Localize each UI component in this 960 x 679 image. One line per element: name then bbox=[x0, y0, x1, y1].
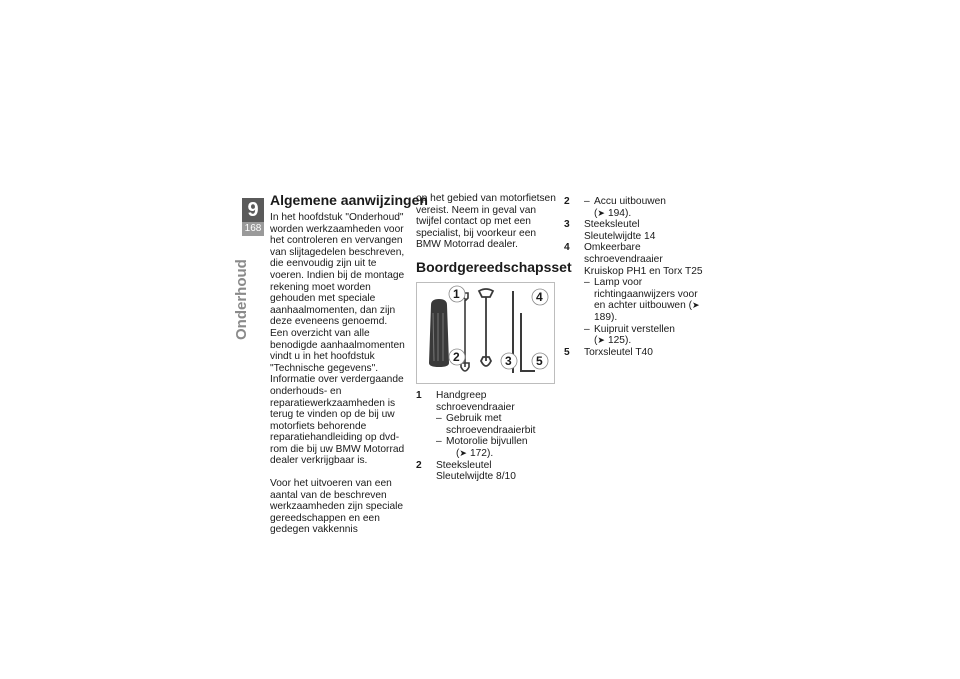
column-1 bbox=[270, 192, 428, 536]
page-reference-icon: ➤ bbox=[692, 300, 700, 311]
toolkit-illustration bbox=[417, 283, 554, 383]
page-reference-125[interactable]: 125). bbox=[607, 335, 632, 347]
column-2 bbox=[416, 193, 572, 483]
page-reference-172[interactable]: 172). bbox=[469, 447, 494, 459]
section-heading-general: Algemene aanwijzingen bbox=[270, 192, 428, 208]
page-reference-194[interactable]: 194). bbox=[607, 207, 632, 219]
section-heading-toolkit: Boordgereedschapsset bbox=[416, 258, 572, 275]
tool-item-1-use-1: – Gebruik met schroevendraaierbit bbox=[436, 413, 536, 436]
callout-3: 3 bbox=[505, 353, 512, 368]
callout-2: 2 bbox=[453, 349, 460, 364]
general-paragraph-2: Voor het uitvoeren van een aantal van de beschreven werkzaamheden zijn speciale gereedschappen en een gedegen vakkennis bbox=[270, 478, 404, 536]
callout-5: 5 bbox=[536, 353, 543, 368]
screwdriver-handle-drawing bbox=[429, 299, 449, 367]
page-reference-icon: ➤ bbox=[459, 447, 467, 458]
page-reference-189[interactable]: 189). bbox=[594, 311, 618, 323]
tool-item-3: 3 Steeksleutel Sleutelwijdte 14 bbox=[564, 219, 656, 242]
chapter-title: Onderhoud bbox=[233, 259, 250, 340]
tool-item-1: 1 Handgreep schroevendraaier bbox=[416, 389, 515, 413]
tool-item-4-use-2: – Kuipruit verstellen (➤ 125). bbox=[584, 323, 675, 347]
toolkit-figure bbox=[416, 282, 555, 384]
chapter-number: 9 bbox=[242, 198, 264, 222]
column-3 bbox=[564, 196, 704, 358]
tool-item-5: 5 Torxsleutel T40 bbox=[564, 346, 653, 358]
callout-1: 1 bbox=[453, 286, 460, 301]
tool-item-1-use-2: – Motorolie bijvullen (➤ 172). bbox=[436, 436, 528, 459]
page-number: 168 bbox=[242, 222, 264, 236]
wrench-14-drawing bbox=[479, 289, 493, 366]
callout-4: 4 bbox=[536, 289, 543, 304]
tool-item-2-continued: 2 – Accu uitbouwen (➤ 194). bbox=[564, 196, 666, 219]
general-paragraph-3: op het gebied van motorfietsen vereist. Neem in geval van twijfel contact op met een specialist, bij voorkeur een BMW Motorrad dealer. bbox=[416, 193, 556, 251]
general-paragraph-1: In het hoofdstuk "Onderhoud" worden werkzaamheden voor het controleren en vervangen van slijtagedelen beschreven, die eenvoudig zijn uit te voeren. Indien bij de montage rekening moet worden gehouden met speciale aanhaalmomenten, dan zijn deze eveneens genoemd. Een overzicht van alle benodigde aanhaalmomenten vindt u in het hoofdstuk "Technische gegevens". Informatie over verdergaande onderhouds- en reparatiewerkzaamheden is terug te vinden op de bij uw motorfiets behorende reparatiehandleiding op dvd-rom die bij uw BMW Motorrad dealer verkrijgbaar is. bbox=[270, 212, 405, 467]
tool-item-2: 2 Steeksleutel Sleutelwijdte 8/10 bbox=[416, 459, 516, 483]
tool-item-4-use-1: – Lamp voor richtingaanwijzers voor en achter uitbouwen (➤189). bbox=[584, 277, 700, 323]
tool-item-4: 4 Omkeerbare schroevendraaier Kruiskop PH1 en Torx T25 bbox=[564, 242, 703, 277]
page-reference-icon: ➤ bbox=[597, 335, 605, 346]
page-reference-icon: ➤ bbox=[597, 207, 605, 218]
